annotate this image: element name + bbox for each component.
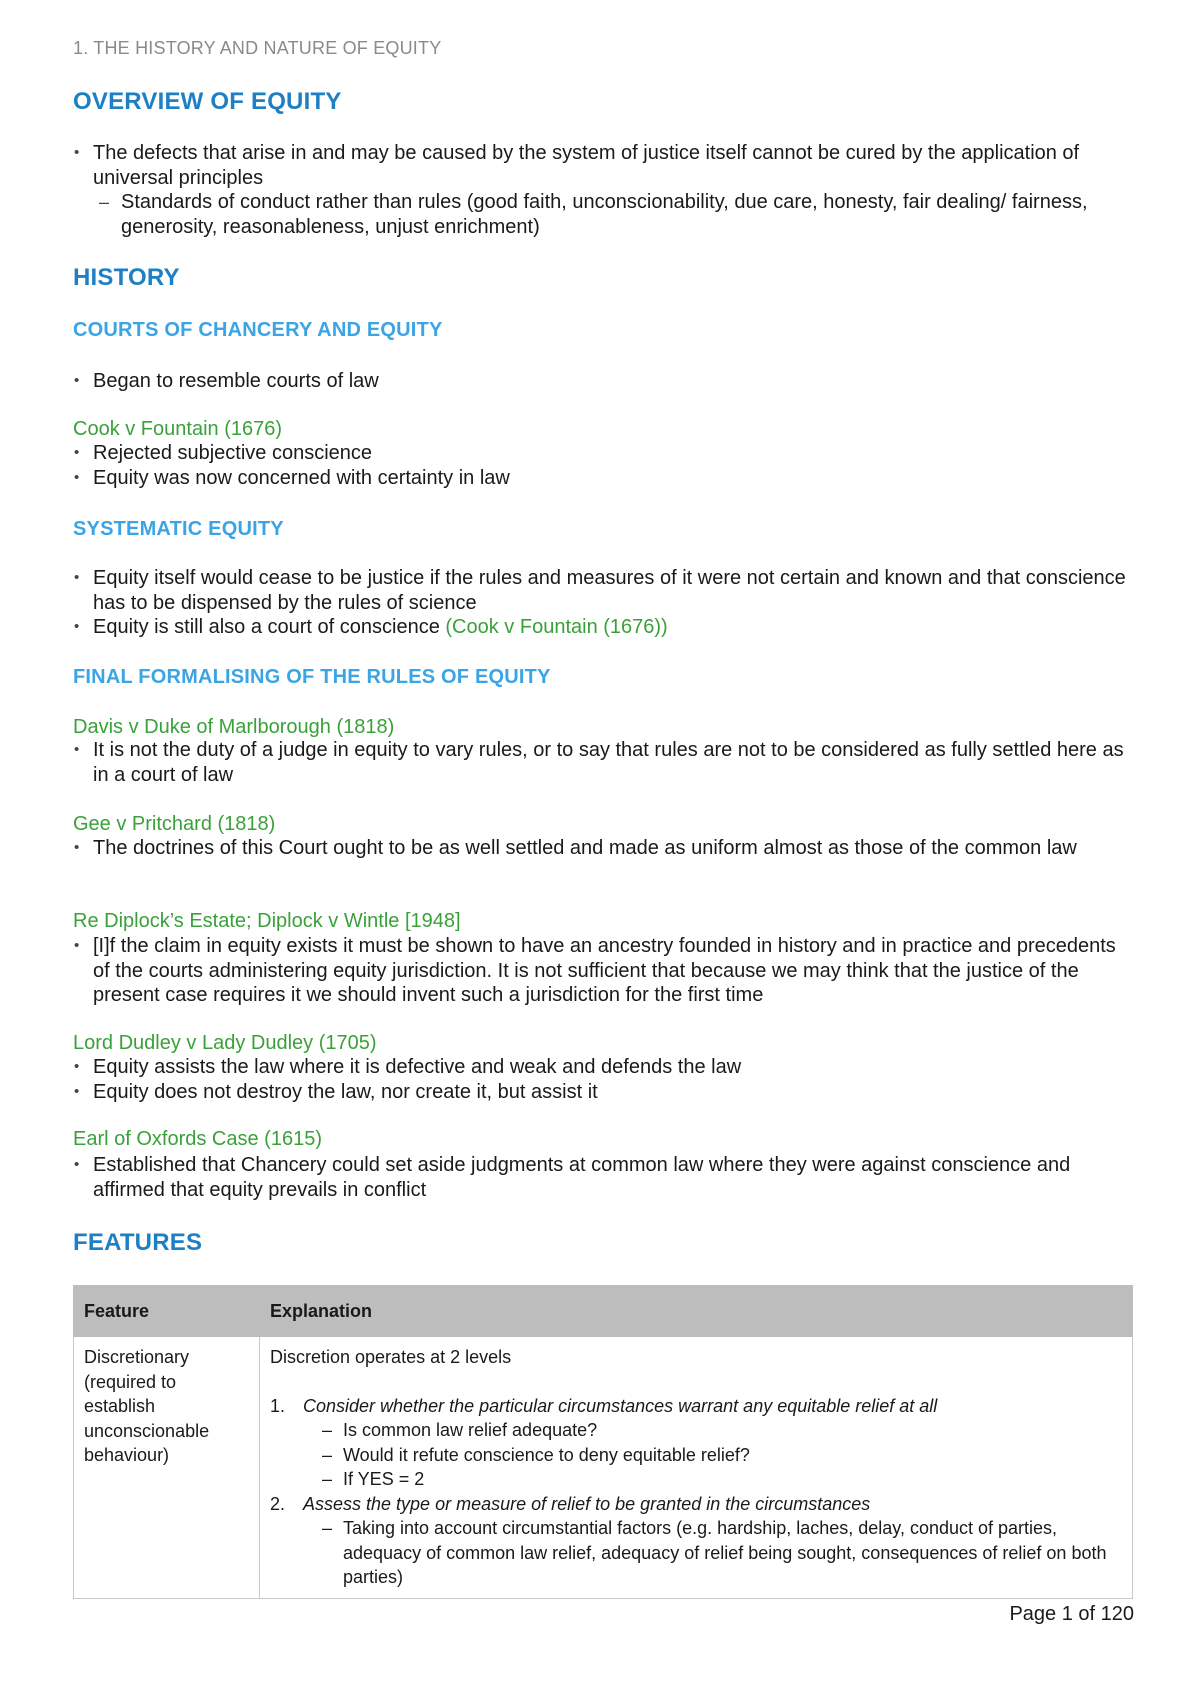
case-name: Re Diplock’s Estate; Diplock v Wintle [1948] bbox=[73, 910, 461, 932]
item-text: Consider whether the particular circumstances warrant any equitable relief at all bbox=[303, 1395, 938, 1416]
page-number: Page 1 of 120 bbox=[1009, 1603, 1134, 1625]
bullet-item: • Began to resemble courts of law bbox=[73, 369, 1133, 394]
numbered-item bbox=[270, 1492, 1122, 1517]
explanation-cell bbox=[260, 1337, 1133, 1599]
bullet-item: • The defects that arise in and may be caused by the system of justice itself cannot be cured by the application of universal principles bbox=[73, 141, 1133, 190]
case-name: Lord Dudley v Lady Dudley (1705) bbox=[73, 1032, 377, 1054]
features-table bbox=[73, 1285, 1133, 1599]
case-name: Cook v Fountain (1676) bbox=[73, 418, 283, 440]
item-number: 2. bbox=[270, 1493, 286, 1514]
bullet-item: • Equity does not destroy the law, nor create it, but assist it bbox=[73, 1080, 1133, 1105]
bullet-text: Equity is still also a court of conscience bbox=[93, 616, 446, 638]
bullet-item: • The doctrines of this Court ought to be as well settled and made as uniform almost as those of the common law bbox=[73, 836, 1133, 861]
case-name: Gee v Pritchard (1818) bbox=[73, 813, 276, 835]
explanation-intro: Discretion operates at 2 levels bbox=[270, 1347, 512, 1367]
column-header-feature: Feature bbox=[74, 1286, 260, 1337]
table-header-row bbox=[74, 1286, 1133, 1337]
item-text: Assess the type or measure of relief to be granted in the circumstances bbox=[303, 1493, 871, 1514]
heading-history: HISTORY bbox=[73, 264, 180, 291]
bullet-item bbox=[73, 615, 1133, 640]
case-name: Davis v Duke of Marlborough (1818) bbox=[73, 716, 395, 738]
bullet-item: • Equity assists the law where it is defective and weak and defends the law bbox=[73, 1055, 1133, 1080]
heading-courts-of-chancery: COURTS OF CHANCERY AND EQUITY bbox=[73, 319, 443, 341]
column-header-explanation: Explanation bbox=[260, 1286, 1133, 1337]
dash-item: – Would it refute conscience to deny equitable relief? bbox=[270, 1443, 1122, 1468]
dash-item: – Taking into account circumstantial factors (e.g. hardship, laches, delay, conduct of parties, adequacy of common law relief, adequacy of relief being sought, consequences of relief on both parties) bbox=[270, 1516, 1122, 1590]
dash-item: – If YES = 2 bbox=[270, 1467, 1122, 1492]
heading-overview: OVERVIEW OF EQUITY bbox=[73, 88, 342, 115]
item-number: 1. bbox=[270, 1395, 286, 1416]
case-bullets bbox=[73, 1153, 1133, 1202]
bullet-item: • Established that Chancery could set aside judgments at common law where they were against conscience and affirmed that equity prevails in conflict bbox=[73, 1153, 1133, 1202]
courts-bullets bbox=[73, 369, 1133, 394]
running-head: 1. THE HISTORY AND NATURE OF EQUITY bbox=[73, 38, 442, 58]
heading-final-formalising: FINAL FORMALISING OF THE RULES OF EQUITY bbox=[73, 666, 551, 688]
heading-systematic-equity: SYSTEMATIC EQUITY bbox=[73, 518, 284, 540]
bullet-item: • Equity was now concerned with certainty in law bbox=[73, 466, 1133, 491]
dash-item: – Is common law relief adequate? bbox=[270, 1418, 1122, 1443]
case-bullets bbox=[73, 934, 1133, 1008]
feature-cell: Discretionary (required to establish unconscionable behaviour) bbox=[74, 1337, 260, 1599]
case-bullets bbox=[73, 1055, 1133, 1104]
overview-bullets bbox=[73, 141, 1133, 239]
systematic-bullets bbox=[73, 566, 1133, 640]
cook-v-fountain-bullets bbox=[73, 441, 1133, 490]
case-name: Earl of Oxfords Case (1615) bbox=[73, 1128, 322, 1150]
explanation-list bbox=[270, 1394, 1122, 1590]
inline-case-citation: (Cook v Fountain (1676)) bbox=[445, 616, 668, 638]
bullet-item: • Rejected subjective conscience bbox=[73, 441, 1133, 466]
bullet-item: • Equity itself would cease to be justice if the rules and measures of it were not certain and known and that conscience has to be dispensed by the rules of science bbox=[73, 566, 1133, 615]
sub-bullet-item: – Standards of conduct rather than rules (good faith, unconscionability, due care, honesty, fair dealing/ fairness, generosity, reasonableness, unjust enrichment) bbox=[73, 190, 1133, 239]
case-bullets bbox=[73, 836, 1133, 861]
heading-features: FEATURES bbox=[73, 1229, 203, 1256]
bullet-item: • It is not the duty of a judge in equity to vary rules, or to say that rules are not to be considered as fully settled here as in a court of law bbox=[73, 738, 1133, 787]
numbered-item bbox=[270, 1394, 1122, 1419]
table-row bbox=[74, 1337, 1133, 1599]
case-bullets bbox=[73, 738, 1133, 787]
bullet-item: • [I]f the claim in equity exists it must be shown to have an ancestry founded in history and in practice and precedents of the courts administering equity jurisdiction. It is not sufficient that because we may think that the justice of the present case requires it we should invent such a jurisdiction for the first time bbox=[73, 934, 1133, 1008]
